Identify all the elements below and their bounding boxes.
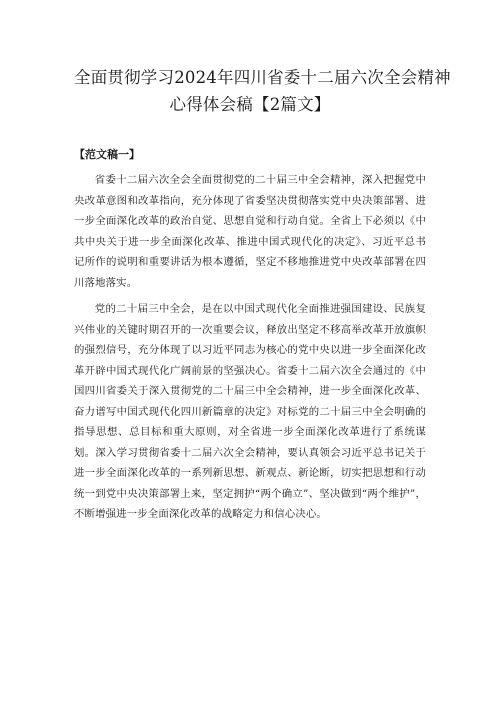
title-line-2: 心得体会稿【2篇文】	[169, 95, 331, 114]
document-title	[74, 0, 451, 118]
title-line-1: 全面贯彻学习2024年四川省委十二届六次全会精神	[74, 68, 451, 87]
section-heading: 【范文稿一】	[74, 148, 140, 161]
paragraph-1: 省委十二届六次全会全面贯彻党的二十届三中全会精神，深入把握党中央改革意图和改革指向，充分体现了省委坚决贯彻落实党中央决策部署、进一步全面深化改革的政治自觉、思想自觉和行动自觉。全省上下必须以《中共中央关于进一步全面深化改革、推进中国式现代化的决定》、习近平总书记所作的说明和重要讲话为根本遵循，坚定不移地推进党中央改革部署在四川落地落实。	[74, 174, 426, 289]
paragraph-2: 党的二十届三中全会，是在以中国式现代化全面推进强国建设、民族复兴伟业的关键时期召开的一次重要会议，释放出坚定不移高举改革开放旗帜的强烈信号，充分体现了以习近平同志为核心的党中央以进一步全面深化改革开辟中国式现代化广阔前景的坚强决心。省委十二届六次全会通过的《中国四川省委关于深入贯彻党的二十届三中全会精神，进一步全面深化改革、奋力谱写中国式现代化四川新篇章的决定》对标党的二十届三中全会明确的指导思想、总目标和重大原则，对全省进一步全面深化改革进行了系统谋划。深入学习贯彻省委十二届六次全会精神，要认真领会习近平总书记关于进一步全面深化改革的一系列新思想、新观点、新论断，切实把思想和行动统一到党中央决策部署上来，坚定拥护“两个确立”、坚决做到“两个维护”，不断增强进一步全面深化改革的战略定力和信心决心。	[74, 303, 426, 520]
